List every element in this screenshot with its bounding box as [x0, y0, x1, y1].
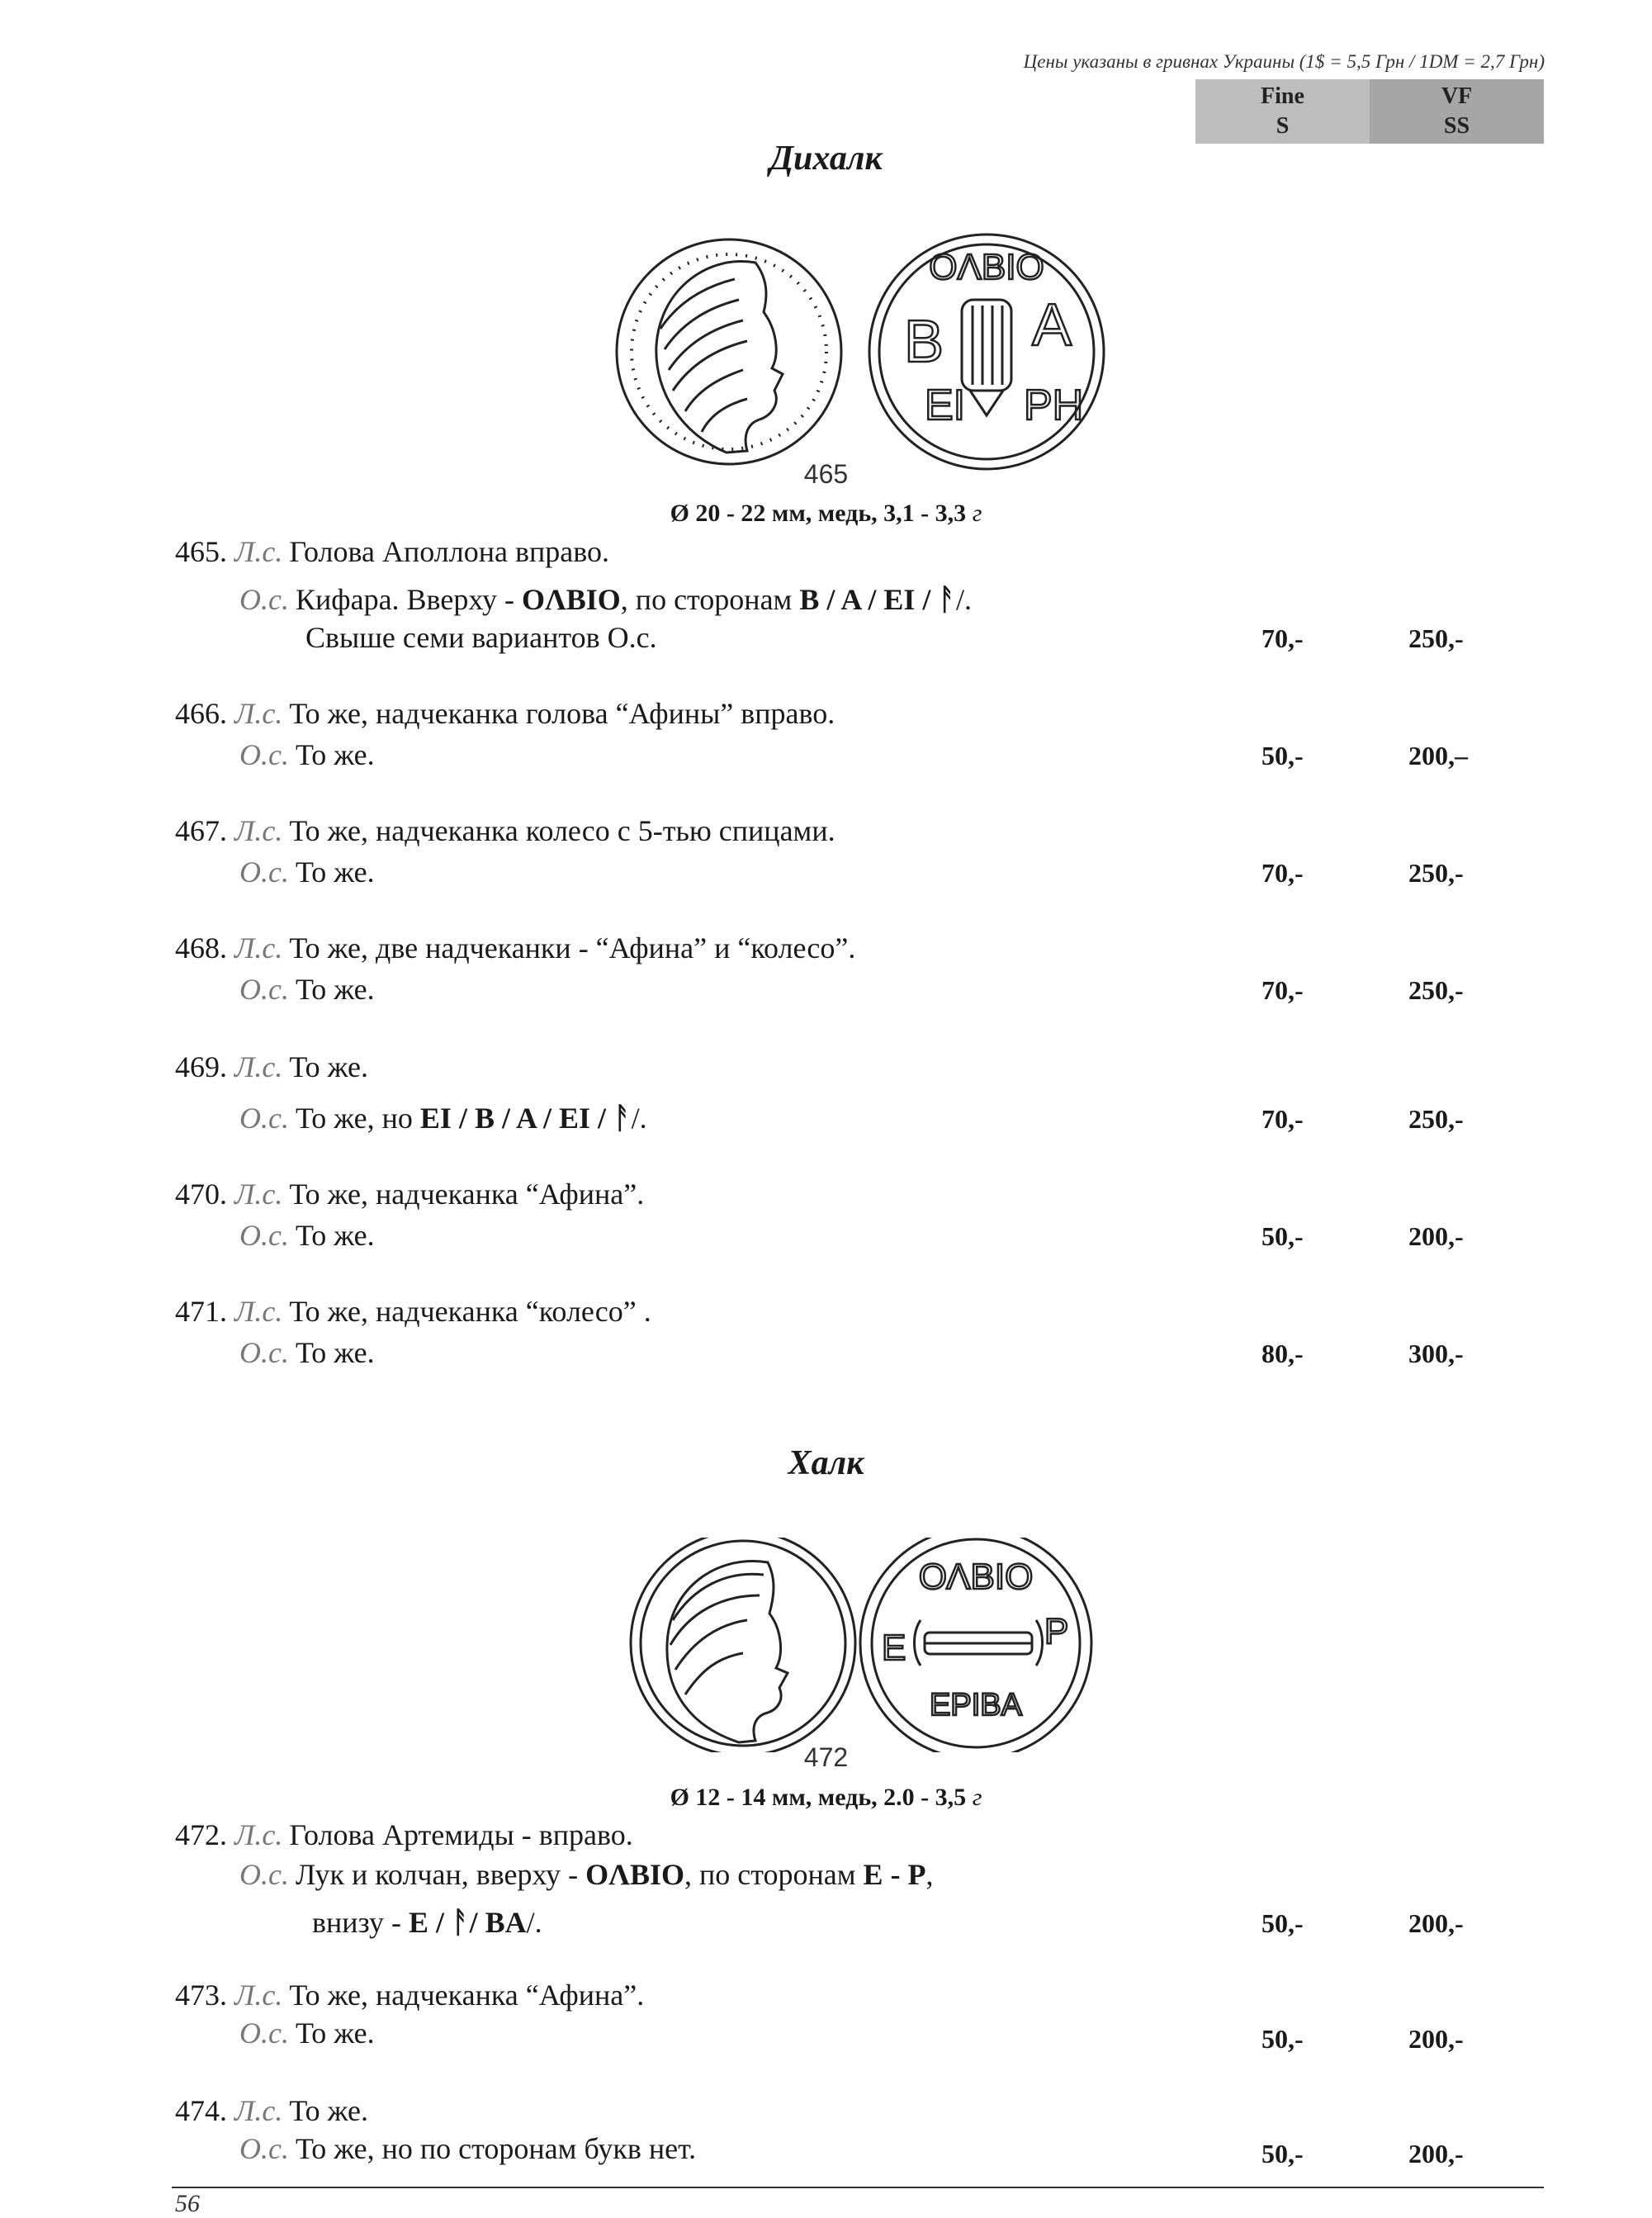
coin-472-exergue: EPIBA	[930, 1688, 1022, 1723]
reverse-text: То же.	[295, 1336, 375, 1369]
entry-471-obverse	[175, 1293, 651, 1329]
entry-number: 470.	[175, 1178, 227, 1211]
grade-header	[1195, 79, 1544, 144]
entry-470-reverse	[239, 1217, 375, 1254]
entry-465-obverse	[175, 533, 609, 570]
entry-467-price-vf: 250,-	[1408, 858, 1464, 888]
reverse-label: О.с.	[239, 2132, 289, 2165]
entry-472-price-fine: 50,-	[1261, 1908, 1304, 1938]
entry-468-price-fine: 70,-	[1261, 975, 1304, 1005]
grade-fine-label: Fine	[1261, 83, 1304, 109]
entry-470-price-vf: 200,-	[1408, 1221, 1464, 1251]
reverse-text: Кифара. Вверху -	[295, 583, 522, 616]
entry-468-obverse	[175, 930, 855, 966]
obverse-text: То же, надчеканка колесо с 5-тью спицами.	[289, 814, 835, 847]
entry-466-reverse	[239, 737, 375, 773]
page-number: 56	[175, 2190, 200, 2217]
obverse-label: Л.с.	[234, 2094, 283, 2127]
reverse-label: О.с.	[239, 973, 289, 1006]
reverse-label: О.с.	[239, 1102, 289, 1135]
coin-472-letter-p: P	[1044, 1611, 1069, 1652]
entry-468-price-vf: 250,-	[1408, 975, 1464, 1005]
coin-465-obverse	[617, 239, 841, 464]
reverse-cont-monogram: ᚨ	[452, 1906, 470, 1939]
obverse-text: То же, надчеканка “Афина”.	[289, 1979, 645, 2012]
entry-473-reverse	[239, 2015, 375, 2051]
entry-473-obverse	[175, 1977, 644, 2013]
entry-466-price-fine: 50,-	[1261, 741, 1304, 770]
entry-467-obverse	[175, 813, 835, 849]
entry-472-reverse	[239, 1856, 934, 1893]
coin-465-spec-unit: г	[972, 500, 982, 527]
reverse-letters: B / A / EI /	[799, 583, 939, 616]
obverse-text: Голова Аполлона вправо.	[289, 535, 609, 568]
reverse-text-3: ,	[925, 1858, 934, 1891]
entry-number: 469.	[175, 1050, 227, 1083]
coin-472-spec-unit: г	[972, 1784, 982, 1811]
obverse-label: Л.с.	[234, 1295, 283, 1328]
coin-472-legend: ΟΛΒΙΟ	[918, 1557, 1034, 1597]
reverse-text: То же, но по сторонам букв нет.	[295, 2132, 697, 2165]
entry-number: 473.	[175, 1979, 227, 2012]
reverse-label: О.с.	[239, 855, 289, 889]
reverse-legend: ОΛΒΙΟ	[521, 583, 621, 616]
obverse-text: Голова Артемиды - вправо.	[289, 1818, 633, 1851]
coin-465-spec	[0, 500, 1652, 528]
entry-469-reverse	[239, 1100, 647, 1136]
reverse-text: То же, но	[295, 1102, 420, 1135]
obverse-text: То же.	[289, 2094, 369, 2127]
reverse-text-2: , по сторонам	[684, 1858, 864, 1891]
section-title-chalk: Халк	[788, 1444, 864, 1482]
reverse-text: Лук и колчан, вверху -	[295, 1858, 586, 1891]
reverse-cont-letters: E /	[408, 1906, 452, 1939]
coin-465-illustration	[0, 230, 1652, 477]
entry-474-price-fine: 50,-	[1261, 2139, 1304, 2168]
coin-465-number: 465	[803, 459, 849, 489]
obverse-label: Л.с.	[234, 697, 283, 730]
reverse-label: О.с.	[239, 738, 289, 771]
price-note: Цены указаны в гривнах Украины (1$ = 5,5 Грн / 1DM = 2,7 Грн)	[1023, 51, 1545, 72]
reverse-text: То же.	[295, 738, 375, 771]
coin-465-letter-b: B	[904, 309, 944, 375]
obverse-label: Л.с.	[234, 535, 283, 568]
reverse-cont-text-2: /.	[526, 1906, 542, 1939]
obverse-text: То же.	[289, 1050, 369, 1083]
entry-471-reverse	[239, 1334, 375, 1371]
footer-divider	[172, 2187, 1544, 2188]
entry-472-price-vf: 200,-	[1408, 1908, 1464, 1938]
entry-number: 471.	[175, 1295, 227, 1328]
entry-number: 474.	[175, 2094, 227, 2127]
entry-467-price-fine: 70,-	[1261, 858, 1304, 888]
reverse-text: То же.	[295, 973, 375, 1006]
reverse-cont-letters-2: / BA	[469, 1906, 527, 1939]
obverse-text: То же, надчеканка “колесо” .	[289, 1295, 651, 1328]
coin-465-letter-a: A	[1032, 292, 1072, 358]
coin-465-legend: ОΛΒΙΟ	[929, 247, 1044, 287]
obverse-label: Л.с.	[234, 931, 283, 964]
entry-471-price-vf: 300,-	[1408, 1339, 1464, 1368]
coin-472-spec	[0, 1784, 1652, 1812]
reverse-text-2: , по сторонам	[620, 583, 800, 616]
entry-466-obverse	[175, 695, 835, 732]
grade-vf	[1370, 79, 1544, 144]
entry-472-obverse	[175, 1817, 633, 1853]
entry-number: 472.	[175, 1818, 227, 1851]
reverse-letters: EI / B / A / EI /	[419, 1102, 614, 1135]
coin-465-letter-ei: EI	[925, 382, 966, 429]
entry-467-reverse	[239, 854, 375, 890]
reverse-text: То же.	[295, 855, 375, 889]
obverse-text: То же, надчеканка “Афина”.	[289, 1178, 645, 1211]
coin-465-letter-ph: PH	[1024, 382, 1084, 429]
entry-465-reverse	[239, 581, 972, 618]
reverse-cont-text: внизу -	[312, 1906, 409, 1939]
entry-469-obverse	[175, 1049, 368, 1085]
entry-473-price-vf: 200,-	[1408, 2024, 1464, 2054]
entry-number: 468.	[175, 931, 227, 964]
obverse-text: То же, надчеканка голова “Афины” вправо.	[289, 697, 835, 730]
entry-469-price-vf: 250,-	[1408, 1104, 1464, 1134]
reverse-label: О.с.	[239, 1336, 289, 1369]
entry-473-price-fine: 50,-	[1261, 2024, 1304, 2054]
coin-472-obverse	[631, 1538, 855, 1752]
entry-474-obverse	[175, 2092, 368, 2129]
reverse-text-2: /.	[631, 1102, 647, 1135]
reverse-text: То же.	[295, 1219, 375, 1252]
coin-472-illustration	[0, 1538, 1652, 1752]
entry-465-note: Свыше семи вариантов О.с.	[305, 621, 657, 654]
entry-465-price-fine: 70,-	[1261, 623, 1304, 653]
entry-472-reverse-cont	[312, 1904, 542, 1941]
entry-468-reverse	[239, 971, 375, 1007]
reverse-label: О.с.	[239, 1219, 289, 1252]
reverse-text-3: /.	[956, 583, 973, 616]
entry-470-price-fine: 50,-	[1261, 1221, 1304, 1251]
reverse-monogram: ᚨ	[938, 583, 957, 616]
entry-465-price-vf: 250,-	[1408, 623, 1464, 653]
section-title-dichalk: Дихалк	[769, 140, 883, 178]
reverse-letters: E - P	[863, 1858, 926, 1891]
entry-number: 465.	[175, 535, 227, 568]
entry-474-reverse	[239, 2130, 696, 2167]
reverse-legend: ОΛΒΙΟ	[585, 1858, 684, 1891]
reverse-label: О.с.	[239, 583, 289, 616]
entry-number: 466.	[175, 697, 227, 730]
entry-471-price-fine: 80,-	[1261, 1339, 1304, 1368]
entry-470-obverse	[175, 1176, 644, 1212]
coin-465-spec-text: Ø 20 - 22 мм, медь, 3,1 - 3,3	[670, 500, 967, 527]
obverse-label: Л.с.	[234, 1979, 283, 2012]
obverse-label: Л.с.	[234, 1818, 283, 1851]
coin-472-letter-e: E	[882, 1628, 906, 1668]
grade-s-label: S	[1276, 113, 1290, 139]
entry-469-price-fine: 70,-	[1261, 1104, 1304, 1134]
reverse-label: О.с.	[239, 2017, 289, 2050]
reverse-monogram: ᚨ	[613, 1102, 632, 1135]
coin-472-spec-text: Ø 12 - 14 мм, медь, 2.0 - 3,5	[670, 1784, 967, 1811]
grade-vf-label: VF	[1441, 83, 1473, 109]
obverse-label: Л.с.	[234, 1050, 283, 1083]
grade-ss-label: SS	[1443, 113, 1470, 139]
entry-number: 467.	[175, 814, 227, 847]
obverse-text: То же, две надчеканки - “Афина” и “колесо”.	[289, 931, 856, 964]
obverse-label: Л.с.	[234, 814, 283, 847]
entry-474-price-vf: 200,-	[1408, 2139, 1464, 2168]
reverse-text: То же.	[295, 2017, 375, 2050]
coin-472-number: 472	[803, 1742, 849, 1772]
grade-fine	[1195, 79, 1370, 144]
entry-466-price-vf: 200,–	[1408, 741, 1468, 770]
reverse-label: О.с.	[239, 1858, 289, 1891]
obverse-label: Л.с.	[234, 1178, 283, 1211]
